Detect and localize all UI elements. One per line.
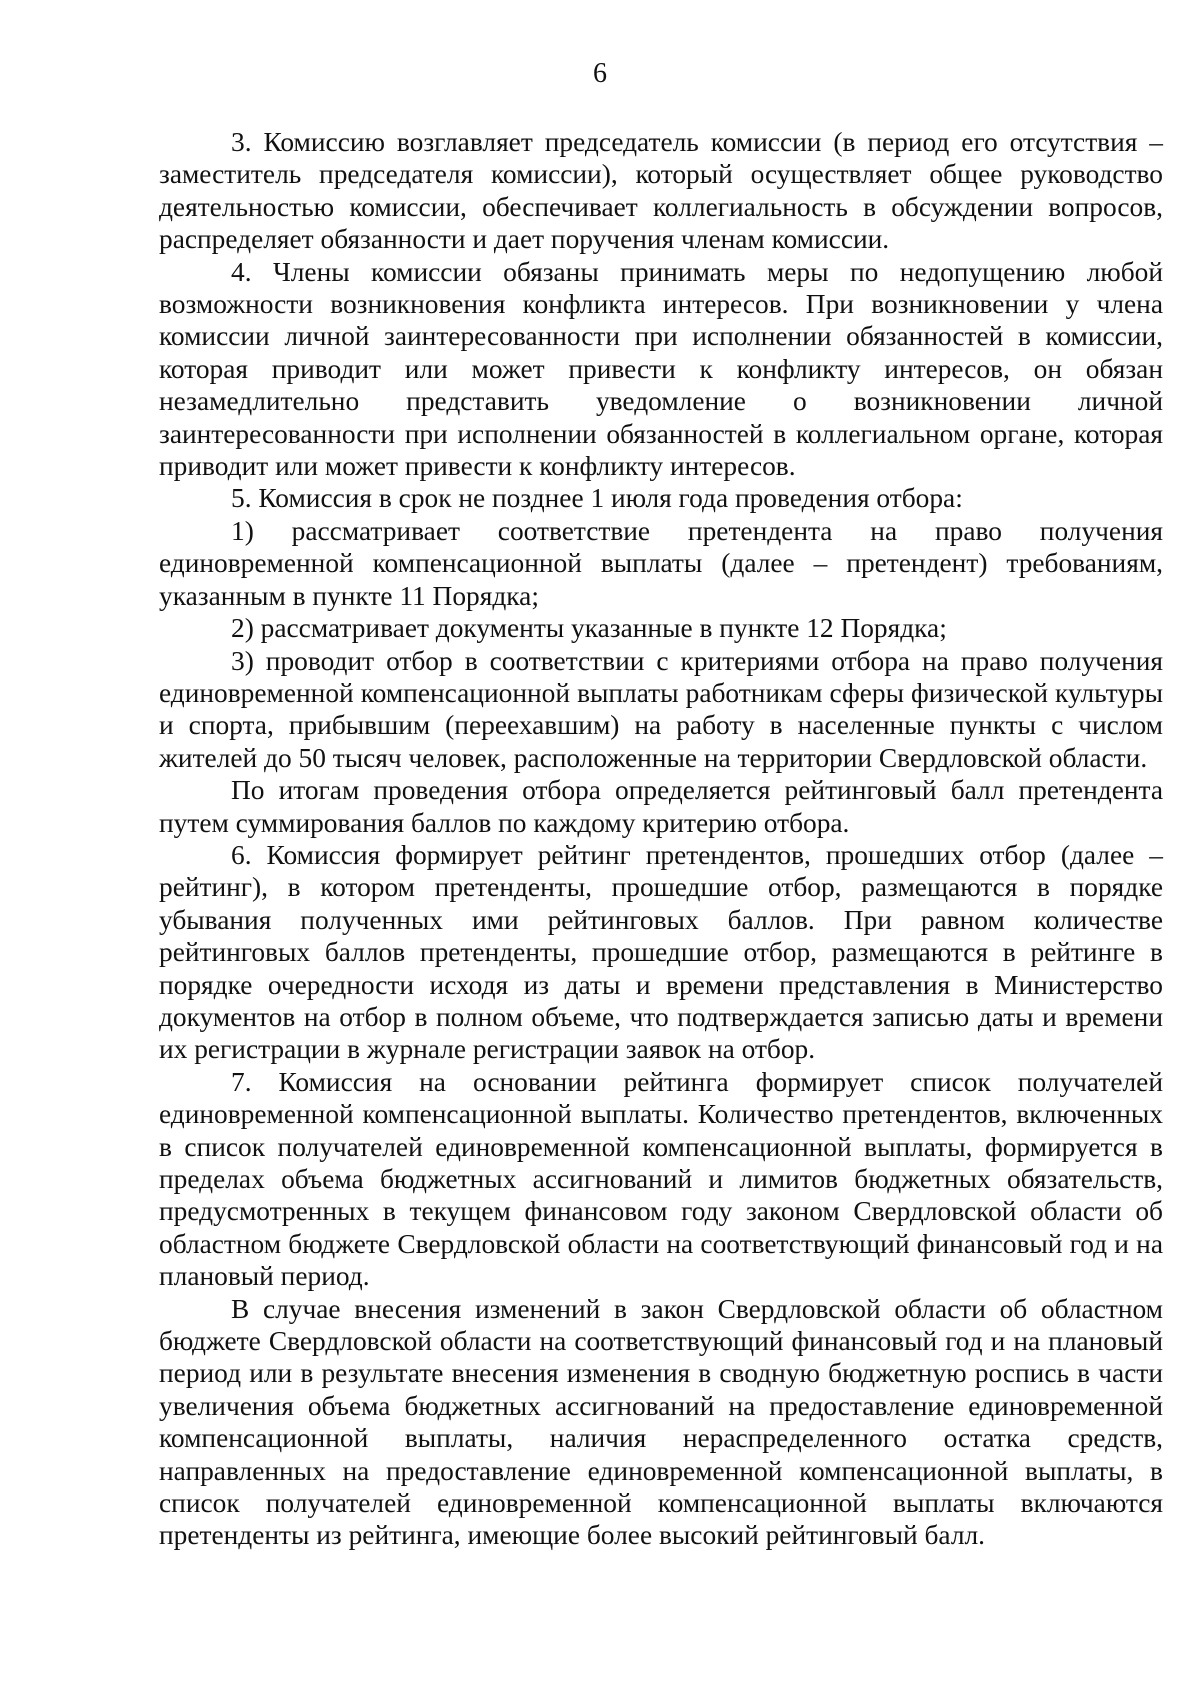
list-item-5-3: 3) проводит отбор в соответствии с критериями отбора на право получения единовременной компенсационной выплаты работникам сферы физической культуры и спорта, прибывшим (переехавшим) на работу в населенные пункты с числом жителей до 50 тысяч человек, расположенные на территории Свердловской области. xyxy=(159,645,1163,773)
paragraph-5-deadline: 5. Комиссия в срок не позднее 1 июля года проведения отбора: xyxy=(231,483,963,514)
paragraph-budget-changes: В случае внесения изменений в закон Свердловской области об областном бюджете Свердловской области на соответствующий финансовый год и на плановый период или в результате внесения изменения в сводную бюджетную роспись в части увеличения объема бюджетных ассигнований на предоставление единовременной компенсационной выплаты, наличия нераспределенного остатка средств, направленных на предоставление единовременной компенсационной выплаты, в список получателей единовременной компенсационной выплаты включаются претенденты из рейтинга, имеющие более высокий рейтинговый балл. xyxy=(159,1293,1163,1551)
list-item-5-1: 1) рассматривает соответствие претендента на право получения единовременной компенсационной выплаты (далее – претендент) требованиям, указанным в пункте 11 Порядка; xyxy=(159,515,1163,611)
paragraph-6-rating: 6. Комиссия формирует рейтинг претендентов, прошедших отбор (далее – рейтинг), в котором претенденты, прошедшие отбор, размещаются в порядке убывания полученных ими рейтинговых баллов. При равном количестве рейтинговых баллов претенденты, прошедшие отбор, размещаются в рейтинге в порядке очередности исходя из даты и времени представления в Министерство документов на отбор в полном объеме, что подтверждается записью даты и времени их регистрации в журнале регистрации заявок на отбор. xyxy=(159,839,1163,1065)
page-number: 6 xyxy=(593,58,607,89)
paragraph-4-conflict-of-interest: 4. Члены комиссии обязаны принимать меры по недопущению любой возможности возникновения конфликта интересов. При возникновении у члена комиссии личной заинтересованности при исполнении обязанностей в комиссии, которая приводит или может привести к конфликту интересов, он обязан незамедлительно представить уведомление о возникновении личной заинтересованности при исполнении обязанностей в коллегиальном органе, которая приводит или может привести к конфликту интересов. xyxy=(159,256,1163,482)
paragraph-rating-score: По итогам проведения отбора определяется рейтинговый балл претендента путем суммирования баллов по каждому критерию отбора. xyxy=(159,775,1163,838)
paragraph-3-chairman: 3. Комиссию возглавляет председатель комиссии (в период его отсутствия – заместитель председателя комиссии), который осуществляет общее руководство деятельностью комиссии, обеспечивает коллегиальность в обсуждении вопросов, распределяет обязанности и дает поручения членам комиссии. xyxy=(159,127,1163,255)
list-item-5-2: 2) рассматривает документы указанные в пункте 12 Порядка; xyxy=(231,613,947,644)
paragraph-7-recipients-list: 7. Комиссия на основании рейтинга формирует список получателей единовременной компенсационной выплаты. Количество претендентов, включенных в список получателей единовременной компенсационной выплаты, формируется в пределах объема бюджетных ассигнований и лимитов бюджетных обязательств, предусмотренных в текущем финансовом году законом Свердловской области об областном бюджете Свердловской области на соответствующий финансовый год и на плановый период. xyxy=(159,1066,1163,1292)
document-body xyxy=(159,126,1163,1552)
